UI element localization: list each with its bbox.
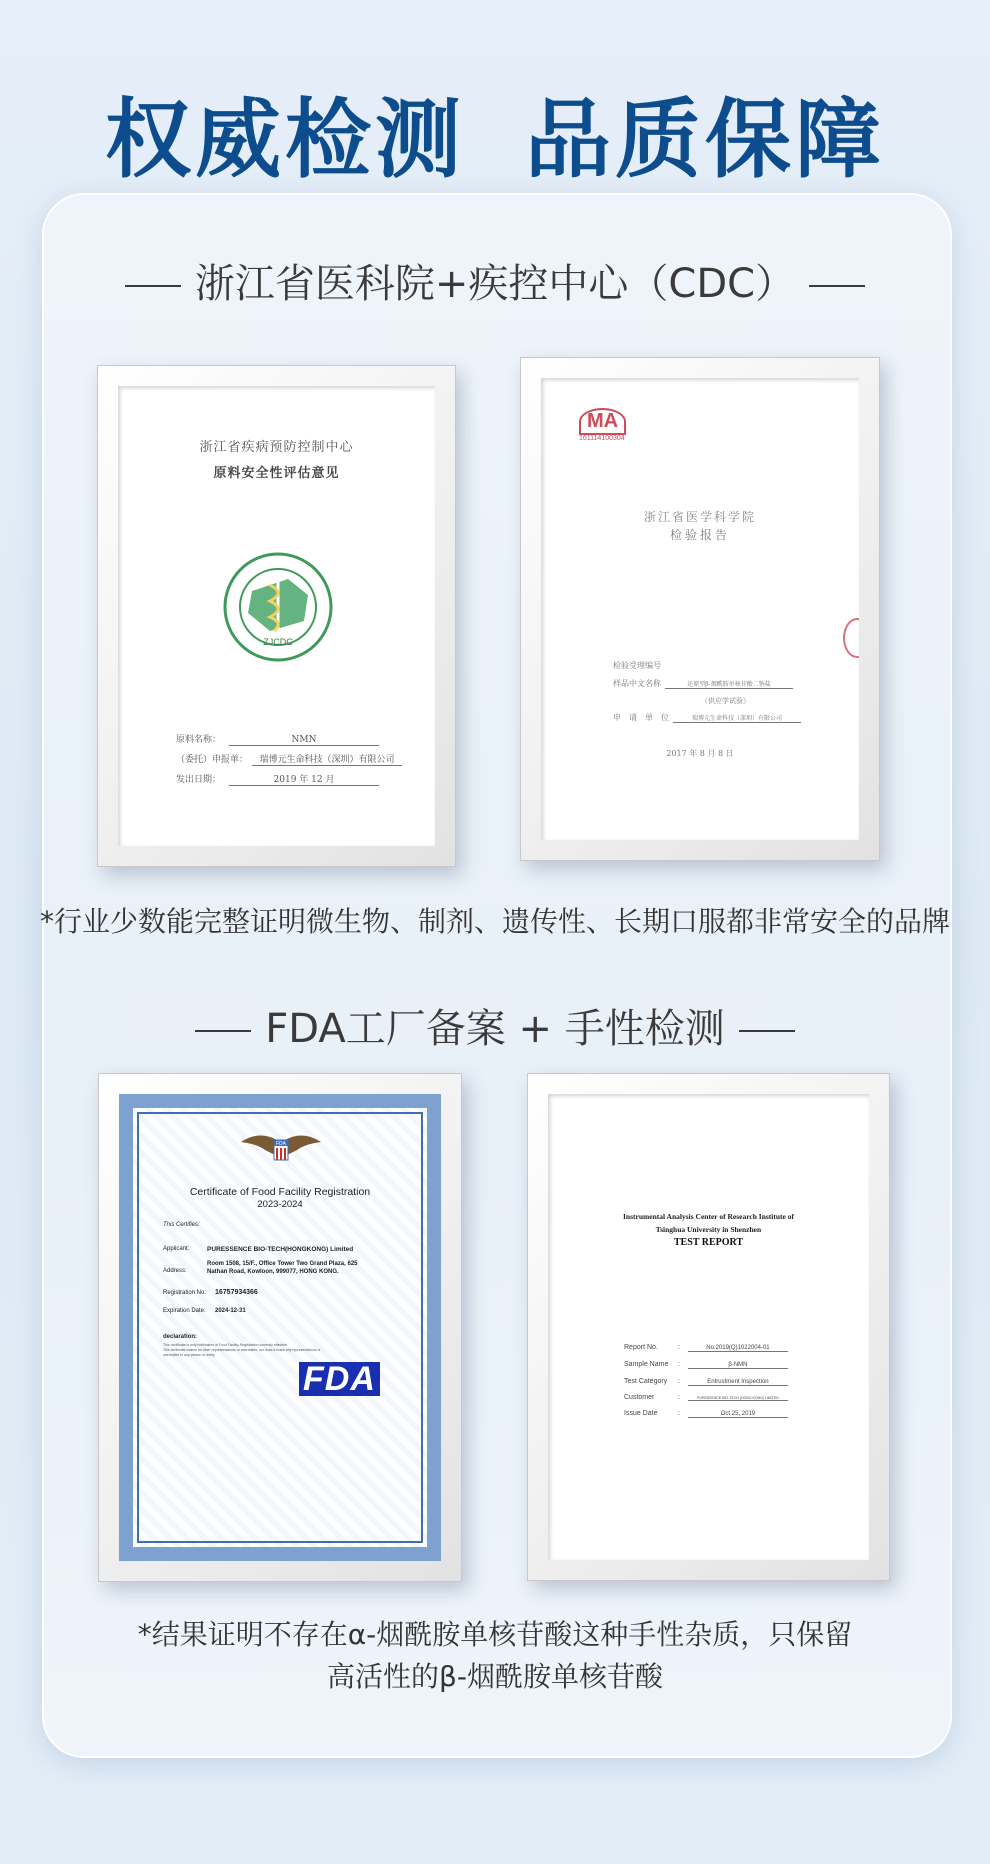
fda-cert-title: Certificate of Food Facility Registration	[189, 1186, 371, 1198]
fda-badge-text: FDA	[276, 1141, 286, 1147]
section-heading-cdc	[0, 252, 990, 309]
tsinghua-title-line-2: Tsinghua University in Shenzhen	[655, 1225, 762, 1234]
fda-registration-no: 16757934366	[215, 1289, 258, 1296]
fda-applicant: PURESSENCE BIO-TECH(HONGKONG) Limited	[207, 1246, 354, 1253]
fda-declaration-line-1: This certificate is only notification of Food Facility Registration currently effective.	[163, 1343, 288, 1347]
certificate-tsinghua-page	[548, 1094, 869, 1560]
heading-dash-left	[195, 1030, 251, 1032]
certificate-academy-page	[541, 378, 859, 840]
cdc-field-date: 发出日期： 2019 年 12 月	[176, 772, 379, 786]
section-heading-fda-text: FDA工厂备案 + 手性检测	[265, 1006, 725, 1052]
eagle-emblem-icon	[239, 1128, 323, 1168]
fda-applicant-label: Applicant:	[163, 1246, 190, 1252]
tsinghua-title-line-1: Instrumental Analysis Center of Research Institute of	[623, 1212, 794, 1221]
fda-expiration-date: 2024-12-31	[215, 1308, 246, 1314]
cdc-seal-icon	[222, 551, 334, 663]
fda-declaration-line-3: warranties to any person or entity	[163, 1353, 215, 1357]
tsinghua-field-sample: Sample Name : β-NMN	[624, 1361, 788, 1369]
fda-address-label: Address:	[163, 1268, 187, 1274]
cdc-field-material: 原料名称： NMN	[176, 732, 379, 746]
red-stamp-edge	[843, 618, 859, 658]
certificate-cdc-page	[118, 386, 435, 846]
tsinghua-field-category: Test Category : Entrustment Inspection	[624, 1378, 788, 1386]
section-heading-fda	[0, 997, 990, 1054]
fda-declaration-line-2: This certificate makes no other representations or warranties, nor does it make any representations or	[163, 1348, 321, 1352]
cma-number: 161114100304	[579, 435, 625, 442]
title-part-2: 品质保障	[525, 90, 885, 190]
cdc-seal-label: ZJCDC	[263, 637, 293, 647]
heading-dash-right	[739, 1030, 795, 1032]
tsinghua-field-report-no: Report No. : No.2019(Q)1022004-01	[624, 1344, 788, 1352]
fda-logo: FDA	[299, 1362, 380, 1396]
note-cdc: *行业少数能完整证明微生物、制剂、遗传性、长期口服都非常安全的品牌	[39, 905, 950, 938]
fda-expiration-label: Expiration Date:	[163, 1308, 206, 1314]
note-fda-line-2: 高活性的β-烟酰胺单核苷酸	[327, 1660, 663, 1693]
tsinghua-field-issue-date: Issue Date : Oct 25, 2019	[624, 1410, 788, 1418]
tsinghua-title-line-3: TEST REPORT	[673, 1237, 744, 1248]
academy-title-line-2: 检验报告	[669, 528, 730, 542]
certificate-academy	[520, 357, 880, 861]
academy-field-number: 检验受理编号	[613, 661, 661, 670]
fda-cert-years: 2023-2024	[257, 1199, 303, 1210]
fda-address-line-2: Nathan Road, Kowloon, 999077, HONG KONG.	[207, 1269, 339, 1275]
certificate-fda-page	[119, 1094, 441, 1561]
cdc-title-line-2: 原料安全性评估意见	[213, 466, 340, 481]
page-title	[0, 70, 990, 194]
academy-title-line-1: 浙江省医学科学院	[643, 510, 756, 524]
fda-declaration-label: declaration:	[163, 1334, 198, 1340]
tsinghua-field-customer: Customer : PURESSENCE BIO-TECH (HONG KONG) LIMITED	[624, 1394, 788, 1401]
academy-field-sample: 样品中文名称 还原型β-烟酰胺单核苷酸二钠盐	[613, 678, 793, 689]
fda-address-line-1: Room 1508, 15/F., Office Tower Two Grand Plaza, 625	[207, 1261, 358, 1267]
note-fda	[0, 1614, 990, 1698]
cdc-field-applicant: （委托）申报单： 瑞博元生命科技（深圳）有限公司	[176, 752, 402, 766]
cma-mark-icon: MA	[579, 408, 626, 435]
certificate-cdc	[97, 365, 456, 867]
certificate-tsinghua	[527, 1073, 890, 1581]
cdc-title-line-1: 浙江省疾病预防控制中心	[199, 440, 354, 455]
heading-dash-right	[809, 285, 865, 287]
academy-date: 2017 年 8 月 8 日	[666, 749, 734, 758]
heading-dash-left	[125, 285, 181, 287]
fda-certifies: This Certifies:	[163, 1222, 200, 1228]
note-fda-line-1: *结果证明不存在α-烟酰胺单核苷酸这种手性杂质，只保留	[137, 1618, 853, 1651]
academy-field-note: （供应学试验）	[701, 697, 750, 705]
fda-registration-label: Registration No:	[163, 1290, 207, 1296]
academy-field-applicant: 申 请 单 位 瑞博元生命科技（深圳）有限公司	[613, 712, 801, 723]
certificate-fda	[98, 1073, 462, 1582]
title-part-1: 权威检测	[105, 90, 465, 190]
section-heading-cdc-text: 浙江省医科院+疾控中心（CDC）	[194, 261, 796, 307]
cma-mark	[579, 408, 626, 442]
